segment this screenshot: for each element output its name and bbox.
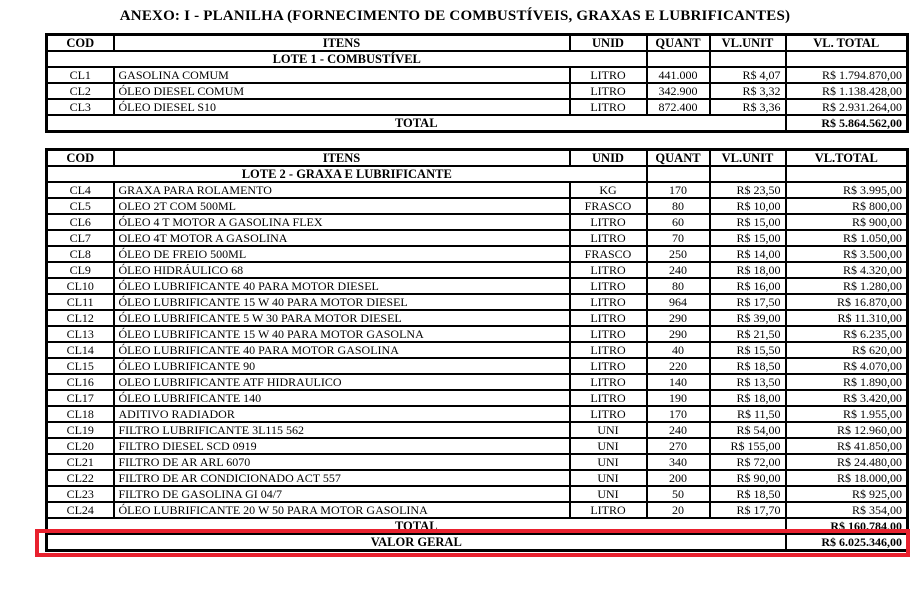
cell-vl-unit: R$ 23,50 [710,182,786,198]
cell-vl-unit: R$ 90,00 [710,470,786,486]
cell-cod: CL21 [47,454,114,470]
total-row [47,115,908,132]
table-lote1 [45,33,909,133]
cell-item: FILTRO DIESEL SCD 0919 [114,438,570,454]
cell-quant: 240 [647,422,710,438]
cell-quant: 40 [647,342,710,358]
cell-cod: CL20 [47,438,114,454]
cell-unid: LITRO [570,83,647,99]
cell-vl-unit: R$ 3,36 [710,99,786,115]
table-row [47,214,908,230]
cell-unid: UNI [570,422,647,438]
cell-vl-total: R$ 620,00 [786,342,908,358]
cell-cod: CL15 [47,358,114,374]
cell-item: FILTRO DE AR ARL 6070 [114,454,570,470]
cell-item: ÓLEO LUBRIFICANTE 140 [114,390,570,406]
cell-cod: CL11 [47,294,114,310]
cell-unid: LITRO [570,310,647,326]
table-row [47,246,908,262]
cell-item: ÓLEO DIESEL COMUM [114,83,570,99]
cell-unid: KG [570,182,647,198]
cell-vl-unit: R$ 18,00 [710,262,786,278]
cell-vl-unit: R$ 13,50 [710,374,786,390]
cell-cod: CL13 [47,326,114,342]
table-row [47,262,908,278]
cell-vl-total: R$ 16.870,00 [786,294,908,310]
cell-quant: 80 [647,198,710,214]
grand-total-row [47,534,908,551]
cell-cod: CL5 [47,198,114,214]
table-row [47,422,908,438]
cell-cod: CL1 [47,67,114,83]
cell-unid: LITRO [570,390,647,406]
cell-vl-unit: R$ 14,00 [710,246,786,262]
cell-unid: LITRO [570,502,647,518]
column-header-itens: ITENS [114,35,570,52]
cell-unid: LITRO [570,230,647,246]
table-row [47,374,908,390]
cell-vl-total: R$ 800,00 [786,198,908,214]
cell-item: ÓLEO LUBRIFICANTE 5 W 30 PARA MOTOR DIESEL [114,310,570,326]
cell-vl-total: R$ 354,00 [786,502,908,518]
cell-unid: LITRO [570,262,647,278]
cell-cod: CL17 [47,390,114,406]
cell-unid: FRASCO [570,198,647,214]
cell-vl-unit: R$ 155,00 [710,438,786,454]
column-header-vl-unit: VL.UNIT [710,150,786,167]
cell-item: GASOLINA COMUM [114,67,570,83]
cell-quant: 140 [647,374,710,390]
cell-unid: LITRO [570,358,647,374]
cell-vl-total: R$ 1.890,00 [786,374,908,390]
column-header-vl-total: VL.TOTAL [786,150,908,167]
cell-vl-unit: R$ 4,07 [710,67,786,83]
document-page [0,8,910,616]
table-row [47,358,908,374]
cell-unid: LITRO [570,326,647,342]
cell-item: OLEO 4T MOTOR A GASOLINA [114,230,570,246]
table-row [47,182,908,198]
cell-vl-total: R$ 11.310,00 [786,310,908,326]
cell-unid: LITRO [570,342,647,358]
cell-vl-total: R$ 4.070,00 [786,358,908,374]
cell-vl-unit: R$ 72,00 [710,454,786,470]
table-lote2 [45,148,909,552]
cell-quant: 290 [647,310,710,326]
cell-quant: 270 [647,438,710,454]
cell-item: ÓLEO DE FREIO 500ML [114,246,570,262]
cell-vl-total: R$ 6.235,00 [786,326,908,342]
cell-quant: 190 [647,390,710,406]
table-row [47,486,908,502]
table-row [47,454,908,470]
cell-vl-total: R$ 1.794.870,00 [786,67,908,83]
cell-cod: CL3 [47,99,114,115]
cell-cod: CL9 [47,262,114,278]
cell-vl-unit: R$ 17,50 [710,294,786,310]
cell-vl-unit: R$ 17,70 [710,502,786,518]
column-header-quant: QUANT [647,150,710,167]
cell-quant: 964 [647,294,710,310]
cell-quant: 60 [647,214,710,230]
cell-vl-unit: R$ 54,00 [710,422,786,438]
cell-vl-unit: R$ 15,00 [710,214,786,230]
cell-vl-unit: R$ 18,50 [710,358,786,374]
cell-cod: CL6 [47,214,114,230]
table-lote2-container [45,148,906,552]
header-row [47,35,908,52]
total-value: R$ 160.784,00 [786,518,908,534]
table-row [47,230,908,246]
cell-quant: 250 [647,246,710,262]
cell-vl-unit: R$ 18,50 [710,486,786,502]
cell-unid: LITRO [570,406,647,422]
cell-quant: 342.900 [647,83,710,99]
cell-vl-unit: R$ 11,50 [710,406,786,422]
table-row [47,406,908,422]
cell-vl-unit: R$ 18,00 [710,390,786,406]
cell-vl-total: R$ 18.000,00 [786,470,908,486]
column-header-unid: UNID [570,35,647,52]
table-row [47,502,908,518]
cell-item: ADITIVO RADIADOR [114,406,570,422]
column-header-vl-unit: VL.UNIT [710,35,786,52]
cell-item: FILTRO DE AR CONDICIONADO ACT 557 [114,470,570,486]
empty-cell [647,51,710,67]
cell-item: GRAXA PARA ROLAMENTO [114,182,570,198]
cell-vl-total: R$ 1.138.428,00 [786,83,908,99]
cell-quant: 70 [647,230,710,246]
cell-item: ÓLEO 4 T MOTOR A GASOLINA FLEX [114,214,570,230]
cell-vl-total: R$ 12.960,00 [786,422,908,438]
table-row [47,278,908,294]
table-row [47,99,908,115]
table-row [47,310,908,326]
total-value: R$ 5.864.562,00 [786,115,908,132]
cell-item: ÓLEO LUBRIFICANTE 20 W 50 PARA MOTOR GASOLINA [114,502,570,518]
valor-geral-value: R$ 6.025.346,00 [786,534,908,551]
column-header-itens: ITENS [114,150,570,167]
cell-vl-unit: R$ 21,50 [710,326,786,342]
cell-item: ÓLEO LUBRIFICANTE 40 PARA MOTOR GASOLINA [114,342,570,358]
cell-vl-total: R$ 4.320,00 [786,262,908,278]
column-header-quant: QUANT [647,35,710,52]
empty-cell [710,166,786,182]
cell-vl-total: R$ 3.420,00 [786,390,908,406]
cell-item: ÓLEO LUBRIFICANTE 40 PARA MOTOR DIESEL [114,278,570,294]
valor-geral-label: VALOR GERAL [47,534,786,551]
table-row [47,470,908,486]
cell-vl-total: R$ 1.280,00 [786,278,908,294]
empty-cell [710,51,786,67]
cell-cod: CL7 [47,230,114,246]
cell-item: FILTRO DE GASOLINA GI 04/7 [114,486,570,502]
cell-item: ÓLEO LUBRIFICANTE 90 [114,358,570,374]
table-lote1-container [45,33,906,133]
empty-cell [647,166,710,182]
cell-vl-unit: R$ 15,00 [710,230,786,246]
column-header-vl-total: VL. TOTAL [786,35,908,52]
cell-quant: 20 [647,502,710,518]
cell-unid: LITRO [570,374,647,390]
column-header-unid: UNID [570,150,647,167]
cell-cod: CL8 [47,246,114,262]
cell-unid: LITRO [570,214,647,230]
cell-quant: 170 [647,406,710,422]
cell-quant: 340 [647,454,710,470]
cell-cod: CL23 [47,486,114,502]
cell-unid: UNI [570,486,647,502]
lote-section-label: LOTE 2 - GRAXA E LUBRIFICANTE [47,166,647,182]
cell-cod: CL19 [47,422,114,438]
lote-section-row [47,51,908,67]
cell-unid: FRASCO [570,246,647,262]
cell-item: ÓLEO LUBRIFICANTE 15 W 40 PARA MOTOR DIESEL [114,294,570,310]
total-row [47,518,908,534]
table-row [47,67,908,83]
table-row [47,294,908,310]
cell-cod: CL10 [47,278,114,294]
cell-vl-total: R$ 3.995,00 [786,182,908,198]
cell-vl-unit: R$ 3,32 [710,83,786,99]
table-row [47,390,908,406]
table-row [47,438,908,454]
cell-unid: UNI [570,438,647,454]
cell-vl-total: R$ 900,00 [786,214,908,230]
column-header-cod: COD [47,150,114,167]
cell-item: ÓLEO HIDRÁULICO 68 [114,262,570,278]
column-header-cod: COD [47,35,114,52]
cell-quant: 80 [647,278,710,294]
cell-item: ÓLEO LUBRIFICANTE 15 W 40 PARA MOTOR GASOLNA [114,326,570,342]
table-row [47,198,908,214]
cell-vl-unit: R$ 39,00 [710,310,786,326]
cell-quant: 872.400 [647,99,710,115]
cell-quant: 200 [647,470,710,486]
cell-vl-total: R$ 1.050,00 [786,230,908,246]
cell-unid: LITRO [570,67,647,83]
lote-section-label: LOTE 1 - COMBUSTÍVEL [47,51,647,67]
page-title: ANEXO: I - PLANILHA (FORNECIMENTO DE COMBUSTÍVEIS, GRAXAS E LUBRIFICANTES) [119,8,791,24]
empty-cell [786,51,908,67]
cell-quant: 50 [647,486,710,502]
cell-cod: CL22 [47,470,114,486]
cell-item: ÓLEO DIESEL S10 [114,99,570,115]
empty-cell [786,166,908,182]
lote-section-row [47,166,908,182]
cell-vl-unit: R$ 16,00 [710,278,786,294]
cell-quant: 220 [647,358,710,374]
cell-unid: LITRO [570,294,647,310]
cell-cod: CL18 [47,406,114,422]
cell-cod: CL2 [47,83,114,99]
total-label: TOTAL [47,518,786,534]
cell-vl-unit: R$ 10,00 [710,198,786,214]
header-row [47,150,908,167]
cell-quant: 170 [647,182,710,198]
cell-cod: CL24 [47,502,114,518]
total-label: TOTAL [47,115,786,132]
table-row [47,83,908,99]
cell-item: OLEO LUBRIFICANTE ATF HIDRAULICO [114,374,570,390]
cell-quant: 240 [647,262,710,278]
cell-unid: LITRO [570,278,647,294]
cell-cod: CL14 [47,342,114,358]
cell-cod: CL12 [47,310,114,326]
cell-vl-total: R$ 2.931.264,00 [786,99,908,115]
cell-unid: UNI [570,454,647,470]
cell-vl-total: R$ 1.955,00 [786,406,908,422]
cell-vl-total: R$ 925,00 [786,486,908,502]
cell-quant: 441.000 [647,67,710,83]
cell-item: OLEO 2T COM 500ML [114,198,570,214]
cell-unid: UNI [570,470,647,486]
cell-vl-unit: R$ 15,50 [710,342,786,358]
cell-quant: 290 [647,326,710,342]
cell-item: FILTRO LUBRIFICANTE 3L115 562 [114,422,570,438]
cell-cod: CL16 [47,374,114,390]
table-row [47,342,908,358]
cell-vl-total: R$ 24.480,00 [786,454,908,470]
cell-vl-total: R$ 3.500,00 [786,246,908,262]
cell-vl-total: R$ 41.850,00 [786,438,908,454]
cell-cod: CL4 [47,182,114,198]
table-row [47,326,908,342]
cell-unid: LITRO [570,99,647,115]
